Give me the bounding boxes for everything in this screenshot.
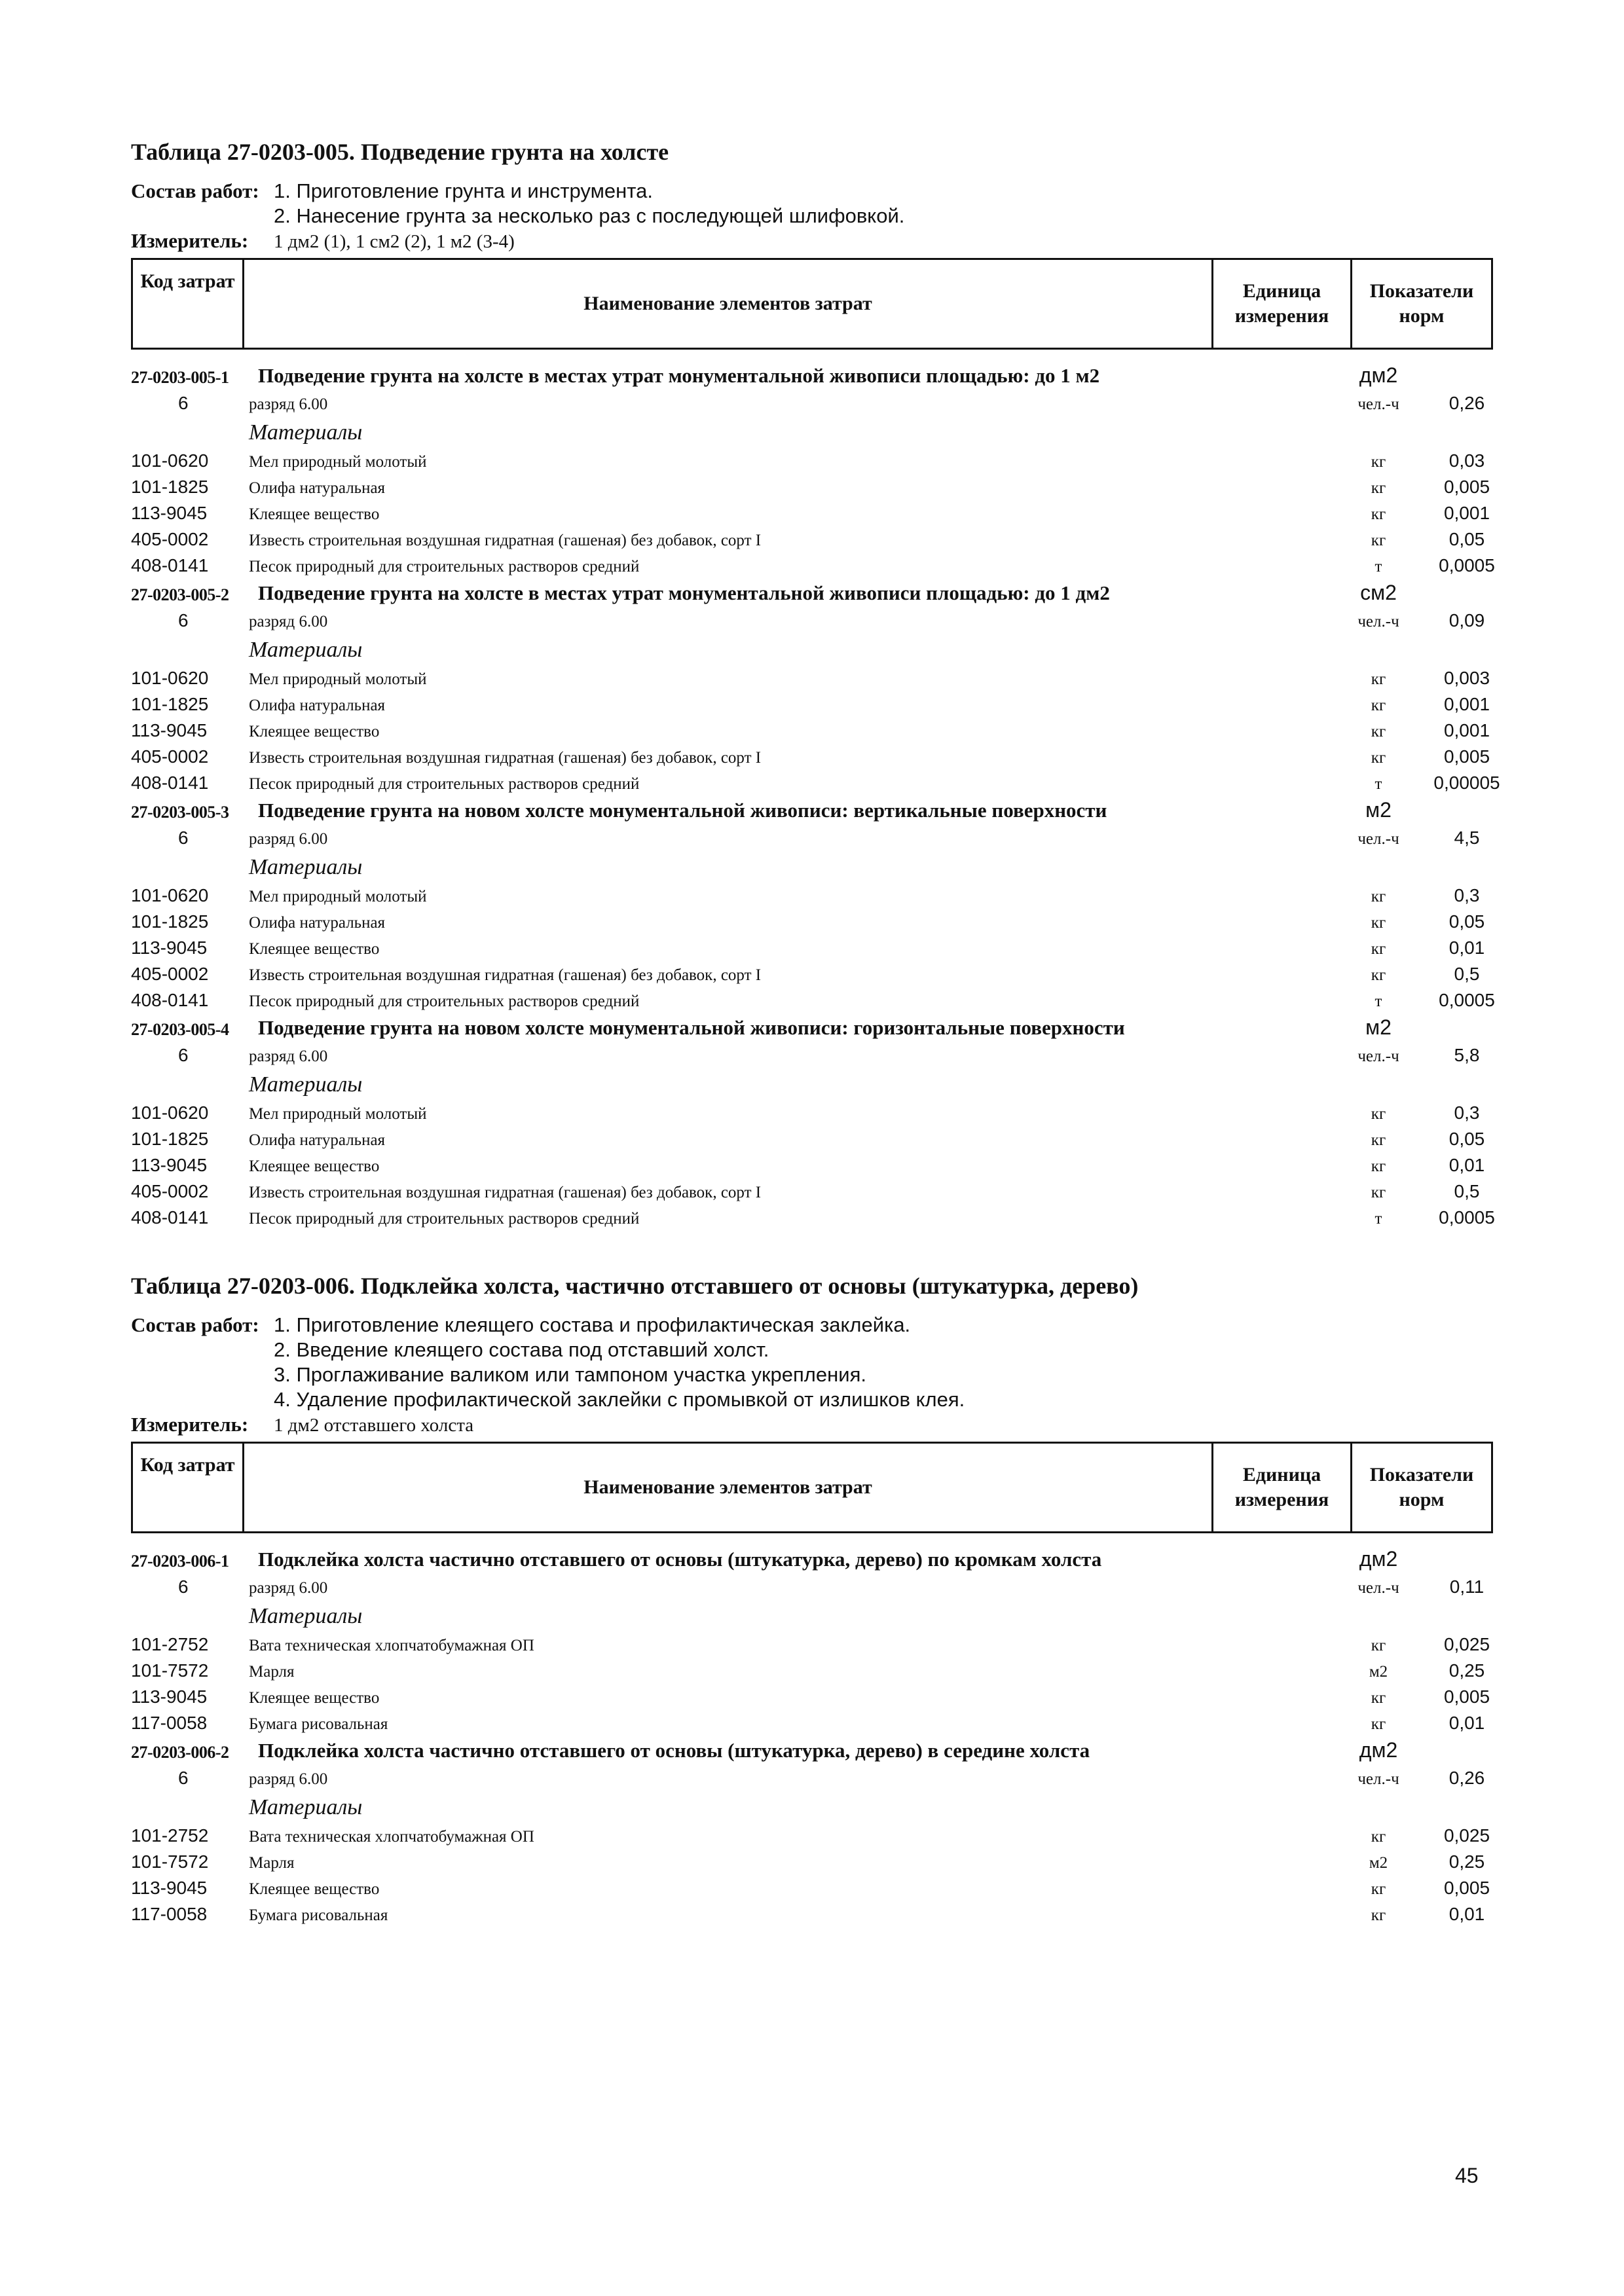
cell-unit: кг [1371,1828,1386,1846]
cell-name: Подведение грунта на холсте в местах утрат монументальной живописи площадью: до 1 дм2 [258,581,1110,604]
table-row [131,906,1493,932]
cell-unit: см2 [1360,581,1397,604]
cell-code: 117-0058 [131,1713,208,1733]
work-item: 4. Удаление профилактической заклейки с промывкой от излишков клея. [274,1388,965,1411]
cell-code: 113-9045 [131,938,208,958]
norm-heading-row [131,793,1493,822]
cell-name: разряд 6.00 [249,395,328,413]
cell-name: Бумага рисовальная [249,1906,388,1924]
measure-row [131,228,1493,253]
cell-unit: м2 [1365,1015,1392,1039]
labor-row [131,1762,1493,1789]
cell-code: 6 [178,828,189,848]
cell-code: 27-0203-005-4 [131,1020,229,1039]
cell-unit: т [1375,775,1382,793]
table-header [131,1442,1493,1533]
cell-code: 101-1825 [131,911,209,932]
cell-code: 101-1825 [131,1129,209,1149]
table-row [131,471,1493,498]
cell-name: Подведение грунта на холсте в местах утрат монументальной живописи площадью: до 1 м2 [258,364,1100,387]
table-header [131,258,1493,350]
work-item: 2. Введение клеящего состава под отставший холст. [274,1338,769,1361]
cell-code: 405-0002 [131,746,209,767]
table-row [131,663,1493,689]
table-row [131,932,1493,958]
cell-name: Материалы [249,1795,363,1819]
cell-unit: дм2 [1359,1738,1398,1762]
cell-code: 113-9045 [131,1155,208,1175]
cell-name: Марля [249,1663,295,1681]
cell-code: 27-0203-006-1 [131,1552,229,1571]
cell-name: Материалы [249,1604,363,1628]
cell-value: 0,3 [1454,885,1480,905]
cell-unit: кг [1371,670,1386,688]
table-row [131,1872,1493,1899]
cell-name: Материалы [249,638,363,662]
measure-label: Измеритель: [131,1413,249,1436]
table-row [131,1899,1493,1925]
cell-value: 0,0005 [1439,990,1495,1010]
cell-code: 27-0203-005-1 [131,368,229,387]
cell-name: Известь строительная воздушная гидратная (гашеная) без добавок, сорт I [249,532,762,549]
cell-unit: дм2 [1359,363,1398,387]
cell-name: разряд 6.00 [249,830,328,848]
table-row [131,1846,1493,1872]
cell-name: Клеящее вещество [249,1880,380,1898]
cell-value: 0,25 [1449,1660,1485,1681]
cell-value: 0,25 [1449,1851,1485,1872]
cell-value: 0,003 [1443,668,1490,688]
cell-code: 408-0141 [131,773,209,793]
cell-name: Вата техническая хлопчатобумажная ОП [249,1637,534,1654]
cell-unit: кг [1371,1637,1386,1654]
cell-name: Подведение грунта на новом холсте монументальной живописи: горизонтальные поверхности [258,1016,1125,1039]
cell-unit: м2 [1369,1854,1388,1872]
cell-name: Материалы [249,420,363,445]
cell-unit: кг [1371,697,1386,714]
materials-heading-row [131,631,1493,663]
cell-name: Мел природный молотый [249,888,427,905]
cell-code: 101-0620 [131,885,209,905]
table-005-section [131,137,1500,1228]
norm-heading-row [131,359,1493,388]
cell-code: 27-0203-005-3 [131,803,229,822]
table-row [131,1176,1493,1202]
materials-heading-row [131,1597,1493,1629]
cell-code: 408-0141 [131,990,209,1010]
cell-name: Подведение грунта на новом холсте монументальной живописи: вертикальные поверхности [258,799,1107,822]
table-row [131,1123,1493,1150]
cell-code: 101-0620 [131,1102,209,1123]
cell-code: 6 [178,1576,189,1597]
cell-name: Клеящее вещество [249,1157,380,1175]
cell-code: 113-9045 [131,503,208,523]
cell-name: Песок природный для строительных растворов средний [249,558,640,575]
cell-code: 101-1825 [131,694,209,714]
cell-value: 0,3 [1454,1102,1480,1123]
table-row [131,1202,1493,1228]
work-row [131,1387,1493,1412]
cell-code: 6 [178,393,189,413]
cell-code: 27-0203-005-2 [131,585,229,604]
cell-name: Клеящее вещество [249,723,380,740]
table-row [131,524,1493,550]
cell-name: Олифа натуральная [249,697,386,714]
cell-value: 0,005 [1443,477,1490,497]
materials-heading-row [131,414,1493,445]
labor-row [131,1040,1493,1066]
cell-unit: кг [1371,1157,1386,1175]
work-item: 1. Приготовление клеящего состава и профилактическая заклейка. [274,1313,911,1336]
cell-unit: кг [1371,532,1386,549]
cell-name: Материалы [249,1072,363,1097]
work-label: Состав работ: [131,179,259,202]
header-name: Наименование элементов затрат [244,260,1213,348]
cell-name: Вата техническая хлопчатобумажная ОП [249,1828,534,1846]
cell-unit: т [1375,558,1382,575]
cell-name: разряд 6.00 [249,1579,328,1597]
materials-heading-row [131,1789,1493,1820]
work-item: 2. Нанесение грунта за несколько раз с последующей шлифовкой. [274,204,905,227]
cell-unit: кг [1371,479,1386,497]
cell-value: 5,8 [1454,1045,1480,1065]
cell-name: Клеящее вещество [249,505,380,523]
cell-value: 0,0005 [1439,555,1495,575]
cell-name: разряд 6.00 [249,613,328,630]
cell-code: 405-0002 [131,1181,209,1201]
measure-value: 1 дм2 отставшего холста [274,1415,474,1436]
cell-name: Подклейка холста частично отставшего от основы (штукатурка, дерево) по кромкам холста [258,1548,1102,1571]
cell-unit: чел.-ч [1357,1770,1399,1788]
cell-unit: т [1375,993,1382,1010]
cell-unit: кг [1371,1105,1386,1123]
table-row [131,689,1493,715]
norm-heading-row [131,1011,1493,1040]
table-row [131,1629,1493,1655]
cell-unit: кг [1371,453,1386,471]
cell-value: 0,05 [1449,529,1485,549]
table-row [131,1681,1493,1707]
cell-unit: т [1375,1210,1382,1228]
cell-unit: чел.-ч [1357,395,1399,413]
cell-code: 405-0002 [131,529,209,549]
labor-row [131,388,1493,414]
measure-label: Измеритель: [131,229,249,252]
cell-value: 0,025 [1443,1825,1490,1846]
table-row [131,1820,1493,1846]
cell-code: 101-0620 [131,668,209,688]
cell-code: 101-0620 [131,450,209,471]
cell-unit: кг [1371,914,1386,932]
cell-name: Олифа натуральная [249,1131,386,1149]
table-row [131,445,1493,471]
cell-value: 0,05 [1449,911,1485,932]
cell-value: 0,001 [1443,694,1490,714]
cell-name: Олифа натуральная [249,914,386,932]
cell-unit: м2 [1365,798,1392,822]
table-row [131,550,1493,576]
cell-unit: кг [1371,1906,1386,1924]
cell-unit: дм2 [1359,1547,1398,1571]
cell-unit: кг [1371,749,1386,767]
cell-value: 0,001 [1443,720,1490,740]
cell-value: 4,5 [1454,828,1480,848]
table-title: Таблица 27-0203-006. Подклейка холста, частично отставшего от основы (штукатурка, дерево) [131,1273,1139,1299]
cell-name: Олифа натуральная [249,479,386,497]
cell-name: Мел природный молотый [249,1105,427,1123]
cell-name: Песок природный для строительных растворов средний [249,775,640,793]
cell-code: 101-2752 [131,1825,209,1846]
cell-name: Марля [249,1854,295,1872]
table-row [131,880,1493,906]
table-meta [131,1312,1493,1436]
cell-value: 0,025 [1443,1634,1490,1654]
materials-heading-row [131,848,1493,880]
cell-code: 113-9045 [131,720,208,740]
cell-value: 0,01 [1449,1155,1485,1175]
cell-value: 0,26 [1449,1768,1485,1788]
cell-value: 0,5 [1454,964,1480,984]
header-name: Наименование элементов затрат [244,1444,1213,1531]
table-row [131,767,1500,793]
cell-name: Клеящее вещество [249,1689,380,1707]
cell-name: Известь строительная воздушная гидратная (гашеная) без добавок, сорт I [249,1184,762,1201]
header-norm: Показатели норм [1369,280,1474,327]
table-row [131,1655,1493,1681]
cell-value: 0,001 [1443,503,1490,523]
cell-unit: чел.-ч [1357,613,1399,630]
cell-name: Мел природный молотый [249,670,427,688]
labor-row [131,822,1493,848]
cell-unit: чел.-ч [1357,1048,1399,1065]
cell-value: 0,005 [1443,1878,1490,1898]
cell-value: 0,05 [1449,1129,1485,1149]
cell-unit: кг [1371,1880,1386,1898]
table-title: Таблица 27-0203-005. Подведение грунта на холсте [131,139,669,165]
cell-value: 0,01 [1449,938,1485,958]
table-row [131,958,1493,985]
labor-row [131,605,1493,631]
cell-code: 408-0141 [131,1207,209,1228]
cell-name: Материалы [249,855,363,879]
table-row [131,985,1493,1011]
cell-value: 0,26 [1449,393,1485,413]
header-unit: Единица измерения [1213,1444,1352,1531]
table-row [131,741,1493,767]
cell-code: 101-7572 [131,1851,209,1872]
table-body [131,359,1500,1228]
norm-heading-row [131,1734,1493,1762]
cell-unit: кг [1371,1715,1386,1733]
cell-unit: кг [1371,888,1386,905]
cell-value: 0,03 [1449,450,1485,471]
header-norm: Показатели норм [1369,1464,1474,1510]
cell-name: Клеящее вещество [249,940,380,958]
cell-code: 6 [178,610,189,630]
page-number: 45 [1455,2164,1479,2187]
work-label: Состав работ: [131,1313,259,1336]
cell-code: 101-1825 [131,477,209,497]
cell-value: 0,0005 [1439,1207,1495,1228]
cell-code: 405-0002 [131,964,209,984]
cell-unit: чел.-ч [1357,1579,1399,1597]
cell-name: Подклейка холста частично отставшего от основы (штукатурка, дерево) в середине холста [258,1739,1090,1762]
cell-value: 0,11 [1449,1576,1485,1597]
measure-row [131,1412,1493,1436]
cell-unit: кг [1371,723,1386,740]
cell-value: 0,01 [1449,1904,1485,1924]
norm-heading-row [131,1542,1493,1571]
cell-name: Песок природный для строительных растворов средний [249,993,640,1010]
cell-value: 0,01 [1449,1713,1485,1733]
table-row [131,715,1493,741]
cell-unit: кг [1371,1131,1386,1149]
cell-name: Мел природный молотый [249,453,427,471]
cell-unit: кг [1371,940,1386,958]
cell-value: 0,005 [1443,1686,1490,1707]
cell-unit: кг [1371,966,1386,984]
work-row [131,1312,1493,1337]
header-unit: Единица измерения [1213,260,1352,348]
cell-code: 6 [178,1045,189,1065]
cell-name: Известь строительная воздушная гидратная (гашеная) без добавок, сорт I [249,749,762,767]
table-meta [131,178,1493,253]
measure-value: 1 дм2 (1), 1 см2 (2), 1 м2 (3-4) [274,231,515,252]
table-006-section [131,1271,1493,1925]
cell-code: 27-0203-006-2 [131,1743,229,1762]
cell-name: Бумага рисовальная [249,1715,388,1733]
table-row [131,1150,1493,1176]
cell-name: разряд 6.00 [249,1048,328,1065]
cell-value: 0,09 [1449,610,1485,630]
work-row [131,1337,1493,1362]
cell-unit: кг [1371,1689,1386,1707]
header-code: Код затрат [133,1444,244,1531]
table-body [131,1542,1493,1925]
cell-unit: м2 [1369,1663,1388,1681]
work-item: 3. Проглаживание валиком или тампоном участка укрепления. [274,1363,866,1386]
header-code: Код затрат [133,260,244,348]
table-row [131,1097,1493,1123]
cell-code: 113-9045 [131,1878,208,1898]
cell-value: 0,005 [1443,746,1490,767]
cell-unit: кг [1371,1184,1386,1201]
cell-code: 408-0141 [131,555,209,575]
cell-code: 101-2752 [131,1634,209,1654]
cell-unit: чел.-ч [1357,830,1399,848]
cell-value: 0,00005 [1433,773,1500,793]
norm-heading-row [131,576,1493,605]
cell-name: Известь строительная воздушная гидратная (гашеная) без добавок, сорт I [249,966,762,984]
cell-code: 101-7572 [131,1660,209,1681]
cell-code: 113-9045 [131,1686,208,1707]
cell-code: 6 [178,1768,189,1788]
materials-heading-row [131,1066,1493,1097]
work-row [131,203,1493,228]
cell-code: 117-0058 [131,1904,208,1924]
work-row [131,178,1493,203]
work-item: 1. Приготовление грунта и инструмента. [274,179,653,202]
cell-unit: кг [1371,505,1386,523]
work-row [131,1362,1493,1387]
labor-row [131,1571,1493,1597]
table-row [131,1707,1493,1734]
table-row [131,498,1493,524]
cell-name: разряд 6.00 [249,1770,328,1788]
cell-name: Песок природный для строительных растворов средний [249,1210,640,1228]
cell-value: 0,5 [1454,1181,1480,1201]
